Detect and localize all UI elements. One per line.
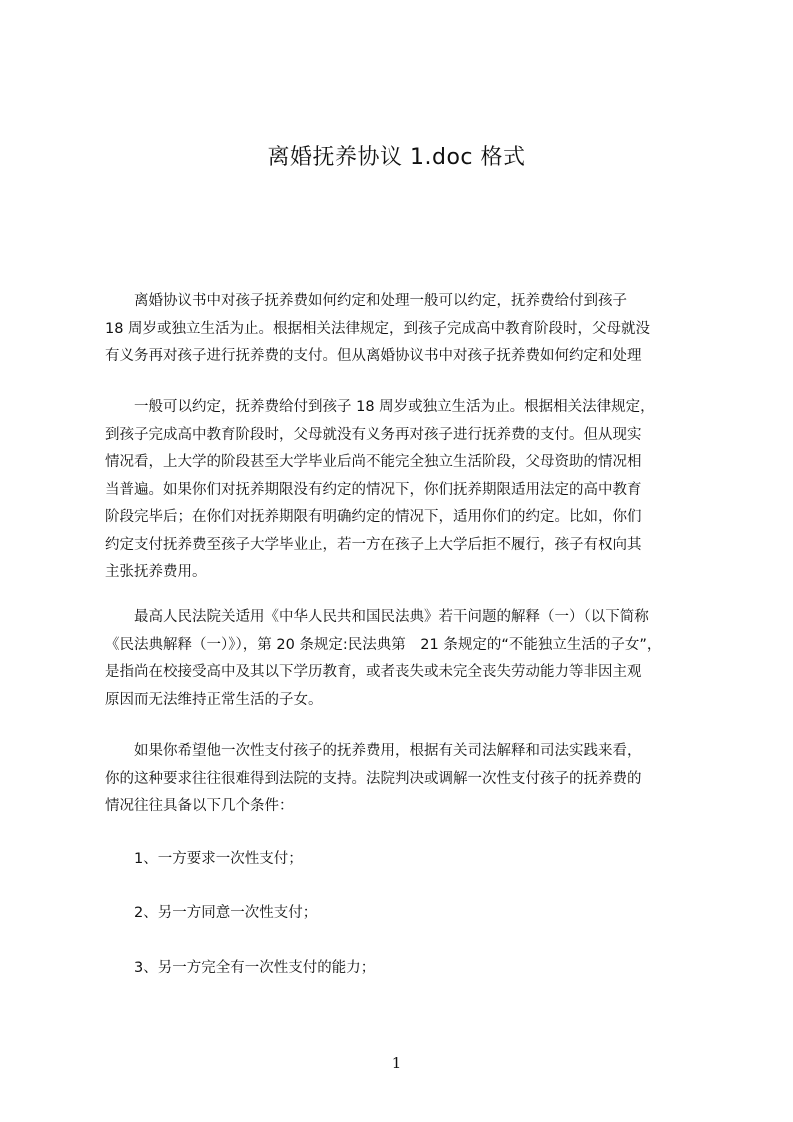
paragraph-line: 《民法典解释（一）》），第 20 条规定:民法典第 21 条规定的“不能独立生活的子女”， <box>105 636 662 653</box>
paragraph-2 <box>105 394 698 587</box>
paragraph-line: 2、另一方同意一次性支付； <box>105 905 318 921</box>
document-title: 离婚抚养协议 1.doc 格式 <box>267 145 526 170</box>
paragraph-line: 1、一方要求一次性支付； <box>105 851 303 867</box>
paragraph-line: 约定支付抚养费至孩子大学毕业止，若一方在孩子上大学后拒不履行，孩子有权向其 <box>105 536 642 553</box>
paragraph-line: 18 周岁或独立生活为止。根据相关法律规定，到孩子完成高中教育阶段时，父母就没 <box>105 320 651 337</box>
paragraph-line: 是指尚在校接受高中及其以下学历教育，或者丧失或未完全丧失劳动能力等非因主观 <box>105 664 642 680</box>
paragraph-line: 主张抚养费用。 <box>105 564 207 580</box>
paragraph-line: 一般可以约定，抚养费给付到孩子 18 周岁或独立生活为止。根据相关法律规定， <box>105 399 655 415</box>
paragraph-1 <box>105 288 698 371</box>
paragraph-3 <box>105 604 698 714</box>
paragraph-line: 最高人民法院关适用《中华人民共和国民法典》若干问题的解释（一）（以下简称 <box>105 609 649 625</box>
paragraph-line: 到孩子完成高中教育阶段时，父母就没有义务再对孩子进行抚养费的支付。但从现实 <box>105 426 642 443</box>
paragraph-line: 离婚协议书中对孩子抚养费如何约定和处理一般可以约定，抚养费给付到孩子 <box>105 293 627 309</box>
list-item-1 <box>105 846 698 874</box>
page-number: 1 <box>391 1054 402 1072</box>
list-item-3 <box>105 955 698 983</box>
paragraph-line: 情况往往具备以下几个条件： <box>105 798 294 814</box>
paragraph-line: 当普遍。如果你们对抚养期限没有约定的情况下，你们抚养期限适用法定的高中教育 <box>105 481 642 498</box>
paragraph-line: 阶段完毕后；在你们对抚养期限有明确约定的情况下，适用你们的约定。比如，你们 <box>105 509 642 525</box>
paragraph-line: 如果你希望他一次性支付孩子的抚养费用，根据有关司法解释和司法实践来看， <box>105 743 642 759</box>
list-item-2 <box>105 900 698 928</box>
paragraph-line: 3、另一方完全有一次性支付的能力； <box>105 960 376 976</box>
paragraph-line: 你的这种要求往往很难得到法院的支持。法院判决或调解一次性支付孩子的抚养费的 <box>105 770 642 787</box>
paragraph-line: 情况看，上大学的阶段甚至大学毕业后尚不能完全独立生活阶段，父母资助的情况相 <box>105 454 642 470</box>
paragraph-line: 原因而无法维持正常生活的子女。 <box>105 691 323 708</box>
paragraph-4 <box>105 738 698 821</box>
paragraph-line: 有义务再对孩子进行抚养费的支付。但从离婚协议书中对孩子抚养费如何约定和处理 <box>105 348 642 364</box>
